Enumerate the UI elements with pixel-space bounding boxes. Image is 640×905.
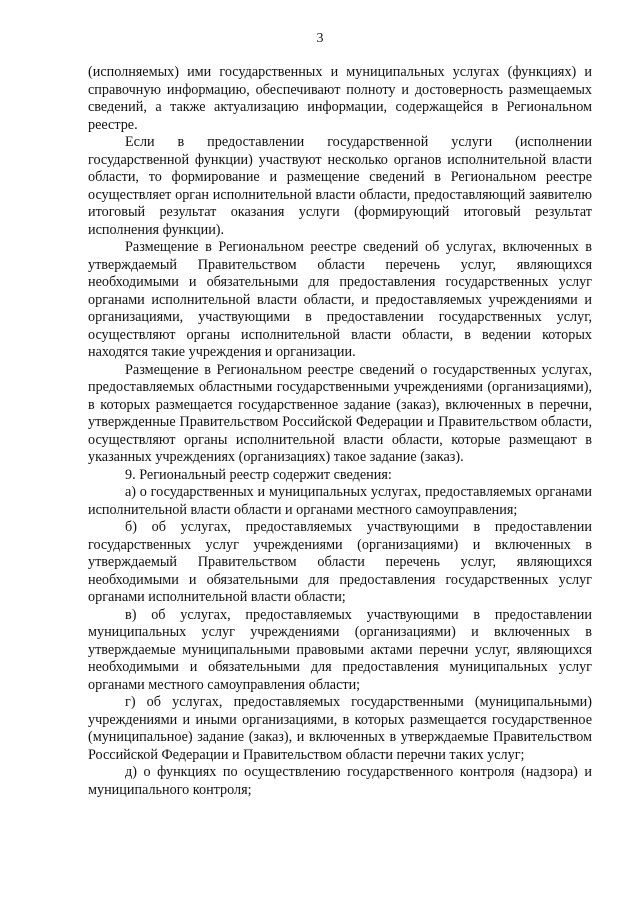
list-item-b: б) об услугах, предоставляемых участвующими в предоставлении государственных услуг учреждениями (организациями) и включенных в утверждаемый Правительством области перечень услуг, являющихся необходимыми и обязательными для предоставления государственных услуг органами исполнительной власти области; bbox=[88, 519, 592, 605]
paragraph-state-assignment: Размещение в Региональном реестре сведений о государственных услугах, предоставляемых областными государственными учреждениями (организациями), в которых размещается государственное задание (заказ), включенных в перечни, утвержденные Правительством Российской Федерации и Правительством области, осуществляют органы исполнительной власти области, которые размещают в указанных учреждениях (организациях) такое задание (заказ). bbox=[88, 361, 592, 465]
list-item-a: а) о государственных и муниципальных услугах, предоставляемых органами исполнительной власти области и органами местного самоуправления; bbox=[88, 484, 592, 518]
list-item-g: г) об услугах, предоставляемых государственными (муниципальными) учреждениями и иными организациями, в которых размещается государственное (муниципальное) задание (заказ), и включенных в утверждаемые Правительством Российской Федерации и Правительством области перечни таких услуг; bbox=[88, 694, 592, 763]
document-body bbox=[88, 64, 592, 799]
clause-9-heading: 9. Региональный реестр содержит сведения: bbox=[125, 466, 392, 483]
paragraph-continuation: (исполняемых) ими государственных и муниципальных услугах (функциях) и справочную информацию, обеспечивают полноту и достоверность размещаемых сведений, а также актуализацию информации, содержащейся в Региональном реестре. bbox=[88, 64, 592, 133]
paragraph-necessary-services: Размещение в Региональном реестре сведений об услугах, включенных в утверждаемый Правительством области перечень услуг, являющихся необходимыми и обязательными для предоставления государственных услуг органами исполнительной власти области, и предоставляемых учреждениями и организациями, участвующими в предоставлении государственных услуг, осуществляют органы исполнительной власти области, в ведении которых находятся такие учреждения и организации. bbox=[88, 239, 592, 360]
page-number: 3 bbox=[316, 31, 324, 46]
paragraph-multiple-authorities: Если в предоставлении государственной услуги (исполнении государственной функции) участвуют несколько органов исполнительной власти области, то формирование и размещение сведений в Региональном реестре осуществляет орган исполнительной власти области, предоставляющий заявителю итоговый результат оказания услуги (формирующий итоговый результат исполнения функции). bbox=[88, 134, 592, 238]
list-item-d: д) о функциях по осуществлению государственного контроля (надзора) и муниципального контроля; bbox=[88, 764, 592, 798]
list-item-v: в) об услугах, предоставляемых участвующими в предоставлении муниципальных услуг учреждениями (организациями) и включенных в утверждаемые муниципальными правовыми актами перечни услуг, являющихся необходимыми и обязательными для предоставления муниципальных услуг органами местного самоуправления области; bbox=[88, 606, 592, 693]
